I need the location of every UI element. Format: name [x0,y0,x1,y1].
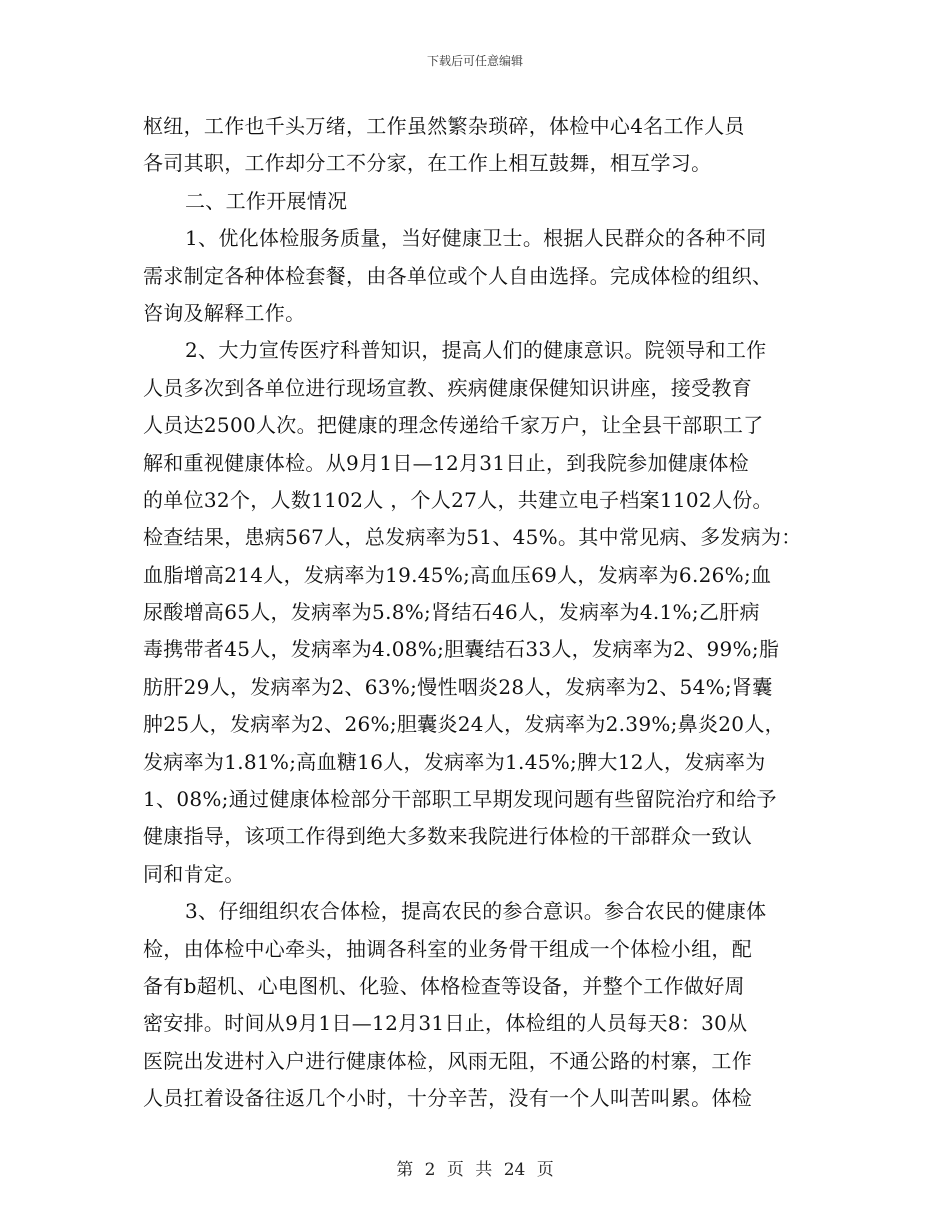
text-line: 健康指导，该项工作得到绝大多数来我院进行体检的干部群众一致认 [143,824,752,849]
text-line: 发病率为1.81%;高血糖16人，发病率为1.45%;脾大12人，发病率为 [143,749,766,774]
text-line: 备有b超机、心电图机、化验、体格检查等设备，并整个工作做好周 [143,973,745,998]
text-line: 肪肝29人，发病率为2、63%;慢性咽炎28人，发病率为2、54%;肾囊 [143,674,773,699]
page-header: 下载后可任意编辑 [426,54,523,68]
text-line: 人员扛着设备往返几个小时，十分辛苦，没有一个人叫苦叫累。体检 [143,1086,752,1111]
text-line: 枢纽，工作也千头万绪，工作虽然繁杂琐碎，体检中心4名工作人员 [143,114,745,138]
text-line: 需求制定各种体检套餐，由各单位或个人自由选择。完成体检的组织、 [143,263,773,288]
text-line: 肿25人，发病率为2、26%;胆囊炎24人，发病率为2.39%;鼻炎20人， [143,712,785,737]
text-line: 二、工作开展情况 [185,188,348,213]
text-line: 毒携带者45人，发病率为4.08%;胆囊结石33人，发病率为2、99%;脂 [143,637,780,662]
text-line: 解和重视健康体检。从9月1日—12月31日止，到我院参加健康体检 [143,450,749,475]
text-line: 人员多次到各单位进行现场宣教、疾病健康保健知识讲座，接受教育 [143,375,752,400]
text-line: 3、仔细组织农合体检，提高农民的参合意识。参合农民的健康体 [185,899,767,924]
text-line: 检查结果，患病567人，总发病率为51、45%。其中常见病、多发病为： [143,525,802,550]
text-line: 同和肯定。 [143,861,245,886]
text-line: 2、大力宣传医疗科普知识，提高人们的健康意识。院领导和工作 [185,338,767,363]
text-line: 1、08%;通过健康体检部分干部职工早期发现问题有些留院治疗和给予 [143,787,777,812]
text-line: 的单位32个，人数1102人 ，个人27人，共建立电子档案1102人份。 [143,487,773,512]
text-line: 密安排。时间从9月1日—12月31日止，体检组的人员每天8：30从 [143,1011,748,1036]
text-line: 检，由体检中心牵头，抽调各科室的业务骨干组成一个体检小组，配 [143,936,752,961]
page-footer: 第 2 页 共 24 页 [396,1160,554,1180]
document-body [143,108,823,1118]
text-line: 1、优化体检服务质量，当好健康卫士。根据人民群众的各种不同 [185,226,767,251]
text-line: 人员达2500人次。把健康的理念传递给千家万户，让全县干部职工了 [143,413,764,438]
text-line: 咨询及解释工作。 [143,300,306,325]
text-line: 尿酸增高65人，发病率为5.8%;肾结石46人，发病率为4.1%;乙肝病 [143,600,760,625]
text-line: 医院出发进村入户进行健康体检，风雨无阻，不通公路的村寨，工作 [143,1048,752,1073]
text-line: 各司其职，工作却分工不分家，在工作上相互鼓舞，相互学习。 [143,151,712,176]
text-line: 血脂增高214人，发病率为19.45%;高血压69人，发病率为6.26%;血 [143,562,772,587]
